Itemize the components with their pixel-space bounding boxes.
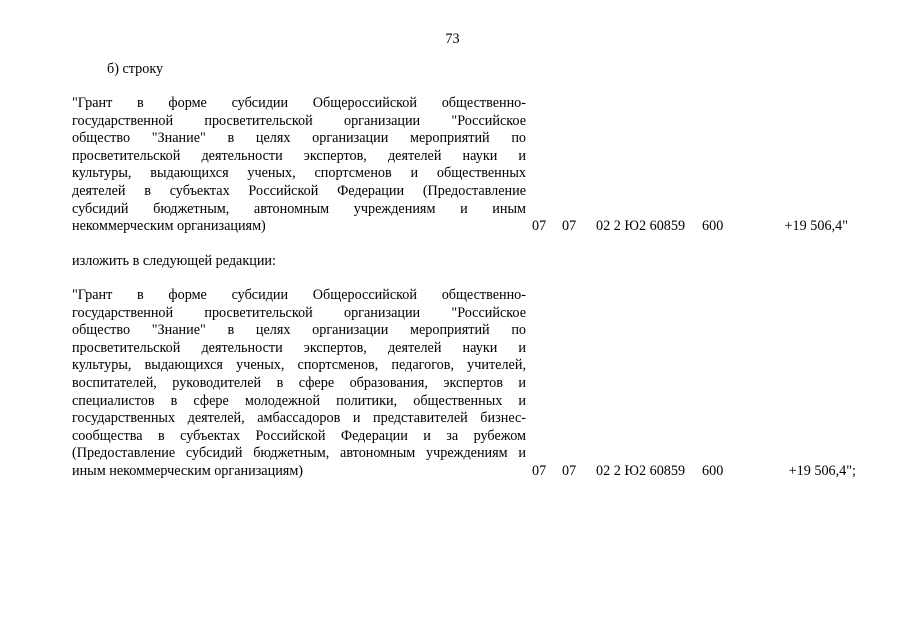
amount: +19 506,4"; — [788, 462, 856, 479]
description-line: общество "Знание" в целях организации мероприятий по — [72, 322, 526, 339]
page-number: 73 — [445, 31, 460, 47]
intro-text: б) строку — [107, 61, 164, 77]
subsection-code: 07 — [562, 462, 577, 479]
description-line: культуры, выдающихся ученых, спортсменов, педагогов, учителей, — [72, 357, 526, 374]
target-article-code: 02 2 Ю2 60859 — [596, 218, 686, 235]
entry-codes — [72, 218, 872, 236]
description-line: государственной просветительской организации "Российское — [72, 112, 526, 129]
description-line: субсидий бюджетным, автономным учреждениям и иным — [72, 200, 526, 217]
expense-type-code: 600 — [702, 462, 724, 479]
target-article-code: 02 2 Ю2 60859 — [596, 462, 686, 479]
description-line: общество "Знание" в целях организации мероприятий по — [72, 130, 526, 147]
budget-entry-new — [72, 287, 872, 481]
entry-description — [72, 287, 526, 481]
description-line: иным некоммерческим организациям) — [72, 462, 304, 479]
entry-description — [72, 95, 526, 236]
transition-text: изложить в следующей редакции: — [72, 253, 276, 269]
description-line: специалистов в сфере молодежной политики, общественных и — [72, 392, 526, 409]
description-line: государственной просветительской организации "Российское — [72, 304, 526, 321]
description-line: (Предоставление субсидий бюджетным, автономным учреждениям и — [72, 445, 526, 462]
description-line: государственных деятелей, амбассадоров и представителей бизнес- — [72, 410, 526, 427]
description-line: культуры, выдающихся ученых, спортсменов и общественных — [72, 165, 526, 182]
entry-codes — [72, 463, 872, 481]
description-line: деятелей в субъектах Российской Федерации (Предоставление — [72, 182, 526, 199]
description-line: "Грант в форме субсидии Общероссийской общественно- — [72, 287, 526, 303]
description-line: "Грант в форме субсидии Общероссийской общественно- — [72, 95, 526, 111]
section-code: 07 — [532, 218, 547, 235]
budget-entry-original — [72, 95, 872, 236]
expense-type-code: 600 — [702, 218, 724, 235]
section-code: 07 — [532, 462, 547, 479]
subsection-code: 07 — [562, 218, 577, 235]
amount: +19 506,4" — [784, 218, 848, 235]
description-line: воспитателей, руководителей в сфере образования, экспертов и — [72, 374, 526, 391]
description-line: просветительской деятельности экспертов, деятелей науки и — [72, 339, 526, 356]
description-line: сообщества в субъектах Российской Федерации и за рубежом — [72, 427, 526, 444]
description-line: просветительской деятельности экспертов, деятелей науки и — [72, 147, 526, 164]
description-line: некоммерческим организациям) — [72, 218, 266, 235]
